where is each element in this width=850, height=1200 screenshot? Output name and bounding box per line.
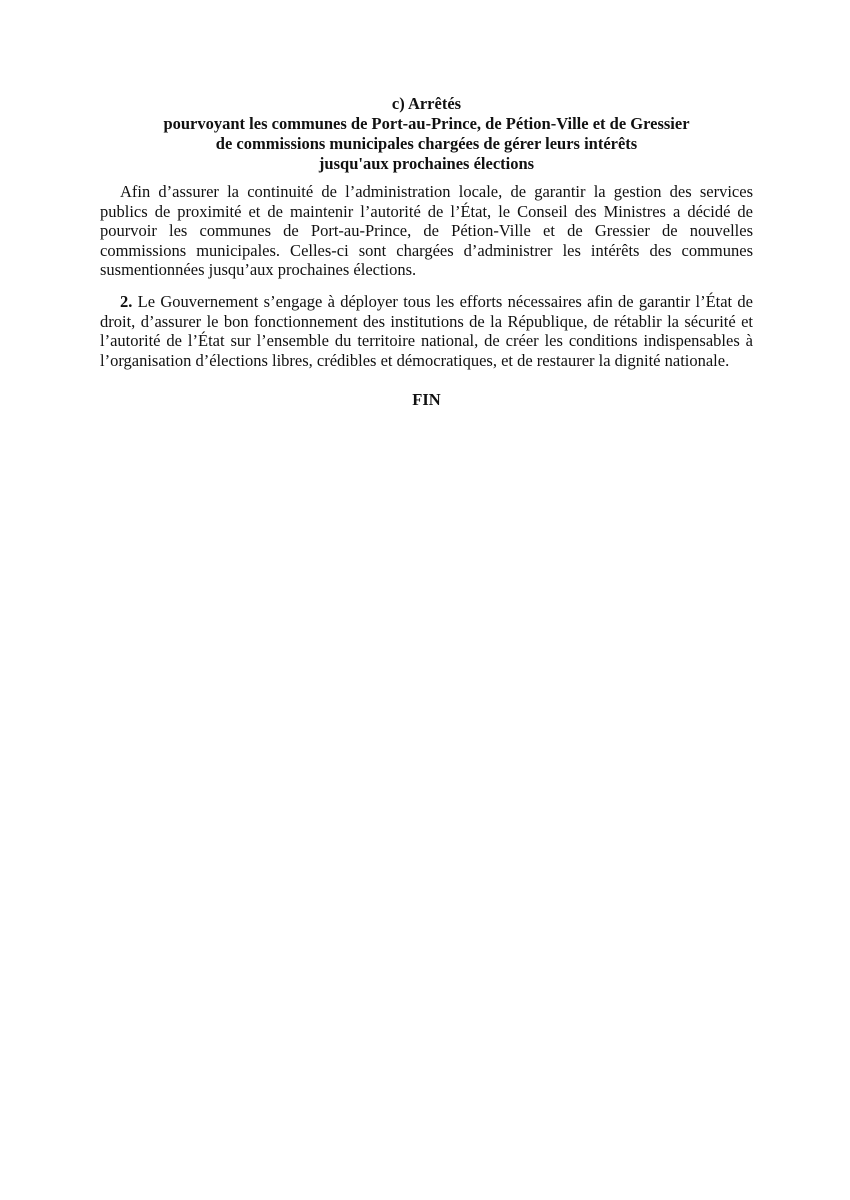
document-page	[100, 94, 753, 410]
paragraph-2	[100, 292, 753, 370]
paragraph-1: Afin d’assurer la continuité de l’administration locale, de garantir la gestion des services publics de proximité et de maintenir l’autorité de l’État, le Conseil des Ministres a décidé de pourvoir les communes de Port-au-Prince, de Pétion-Ville et de Gressier de nouvelles commissions municipales. Celles-ci sont chargées d’administrer les intérêts des communes susmentionnées jusqu’aux prochaines élections.	[100, 182, 753, 280]
paragraph-2-number: 2.	[120, 291, 133, 311]
closing-mark: FIN	[412, 390, 441, 410]
heading-line-2: pourvoyant les communes de Port-au-Prince, de Pétion-Ville et de Gressier	[163, 114, 690, 133]
heading-line-3: de commissions municipales chargées de gérer leurs intérêts	[215, 134, 638, 153]
paragraph-2-text: Le Gouvernement s’engage à déployer tous les efforts nécessaires afin de garantir l’État de droit, d’assurer le bon fonctionnement des institutions de la République, de rétablir la sécurité et l’autorité de l’État sur l’ensemble du territoire national, de créer les conditions indispensables à l’organisation d’élections libres, crédibles et démocratiques, et de restaurer la dignité nationale.	[100, 291, 753, 370]
heading-line-1: c) Arrêtés	[391, 94, 462, 113]
section-heading	[100, 94, 753, 174]
heading-line-4: jusqu'aux prochaines élections	[318, 154, 535, 173]
